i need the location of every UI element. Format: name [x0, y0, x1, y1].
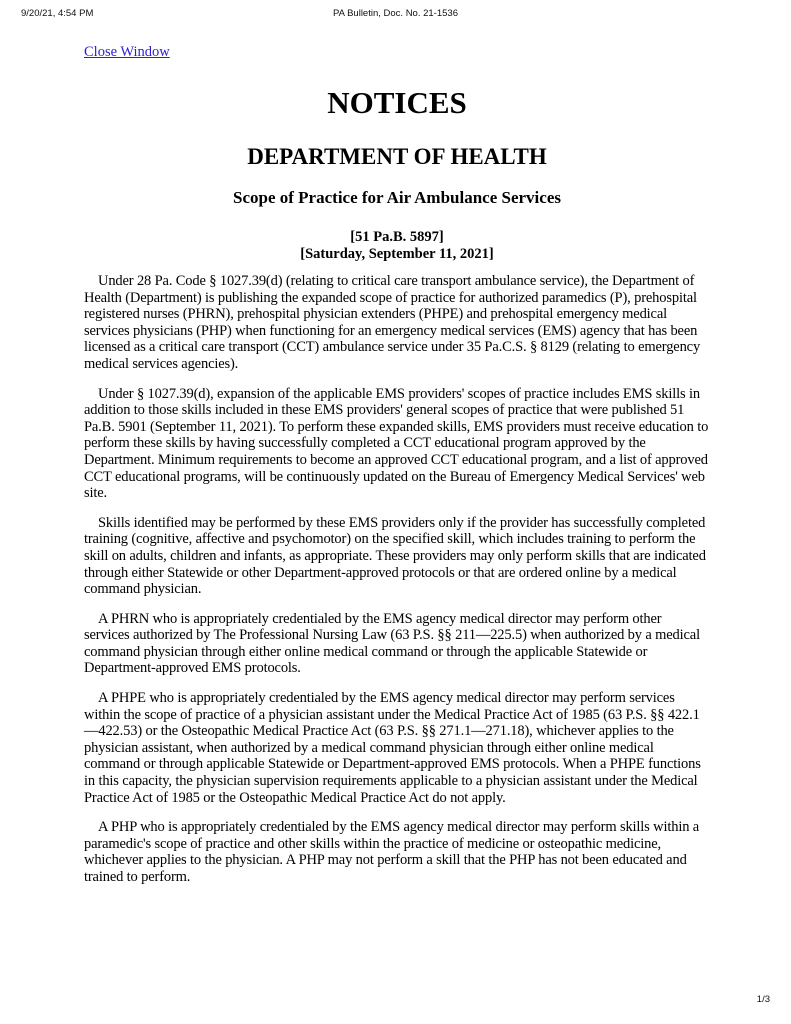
citation-block	[84, 229, 710, 263]
document-content	[84, 80, 710, 899]
paragraph: A PHRN who is appropriately credentialed by the EMS agency medical director may perform other services authorized by The Professional Nursing Law (63 P.S. §§ 211—225.5) when authorized by a medical command physician through either online medical command or through the applicable Statewide or Department-approved EMS protocols.	[84, 610, 700, 677]
paragraph: Under 28 Pa. Code § 1027.39(d) (relating to critical care transport ambulance service), the Department of Health (Department) is publishing the expanded scope of practice for authorized paramedics (P), prehospital registered nurses (PHRN), prehospital physician extenders (PHPE) and prehospital emergency medical services physicians (PHP) when functioning for an emergency medical services (EMS) agency that has been licensed as a critical care transport (CCT) ambulance service under 35 Pa.C.S. § 8129 (relating to emergency medical services agencies).	[84, 273, 701, 372]
page-number: 1/3	[756, 994, 770, 1005]
print-datetime: 9/20/21, 4:54 PM	[21, 8, 94, 19]
section-title: NOTICES	[327, 85, 467, 120]
department-heading: DEPARTMENT OF HEALTH	[247, 144, 547, 169]
notice-subject: Scope of Practice for Air Ambulance Services	[233, 188, 561, 207]
paragraph: A PHPE who is appropriately credentialed by the EMS agency medical director may perform services within the scope of practice of a physician assistant under the Medical Practice Act of 1985 (63 P.S. §§ 422.1—422.53) or the Osteopathic Medical Practice Act (63 P.S. §§ 271.1—271.18), whichever applies to the physician assistant, when authorized by a medical command physician through either online medical command or through applicable Statewide or Department-approved EMS protocols. When a PHPE functions in this capacity, the physician supervision requirements applicable to a physician assistant under the Medical Practice Act of 1985 or the Osteopathic Medical Practice Act do not apply.	[84, 690, 701, 806]
notice-body	[84, 273, 710, 886]
print-doc-title: PA Bulletin, Doc. No. 21-1536	[333, 8, 458, 19]
paragraph: A PHP who is appropriately credentialed by the EMS agency medical director may perform skills within a paramedic's scope of practice and other skills within the practice of medicine or osteopathic medicine, whichever applies to the physician. A PHP may not perform a skill that the PHP has not been educated and trained to perform.	[84, 819, 700, 885]
print-header	[0, 8, 791, 22]
publication-date: [Saturday, September 11, 2021]	[300, 246, 494, 262]
paragraph: Under § 1027.39(d), expansion of the applicable EMS providers' scopes of practice includes EMS skills in addition to those skills included in these EMS providers' general scopes of practice that were published 51 Pa.B. 5901 (September 11, 2021). To perform these expanded skills, EMS providers must receive education to perform these skills by having successfully completed a CCT educational program approved by the Department. Minimum requirements to become an approved CCT educational program, and a list of approved CCT educational programs, will be continuously updated on the Bureau of Emergency Medical Services' web site.	[84, 385, 709, 502]
paragraph: Skills identified may be performed by these EMS providers only if the provider has successfully completed training (cognitive, affective and psychomotor) on the specified skill, which includes training to perform the skill on adults, children and infants, as appropriate. These providers may only perform skills that are indicated through either Statewide or other Department-approved protocols or that are ordered online by a medical command physician.	[84, 514, 706, 598]
close-window-link[interactable]: Close Window	[84, 44, 170, 60]
bulletin-citation: [51 Pa.B. 5897]	[350, 229, 444, 245]
